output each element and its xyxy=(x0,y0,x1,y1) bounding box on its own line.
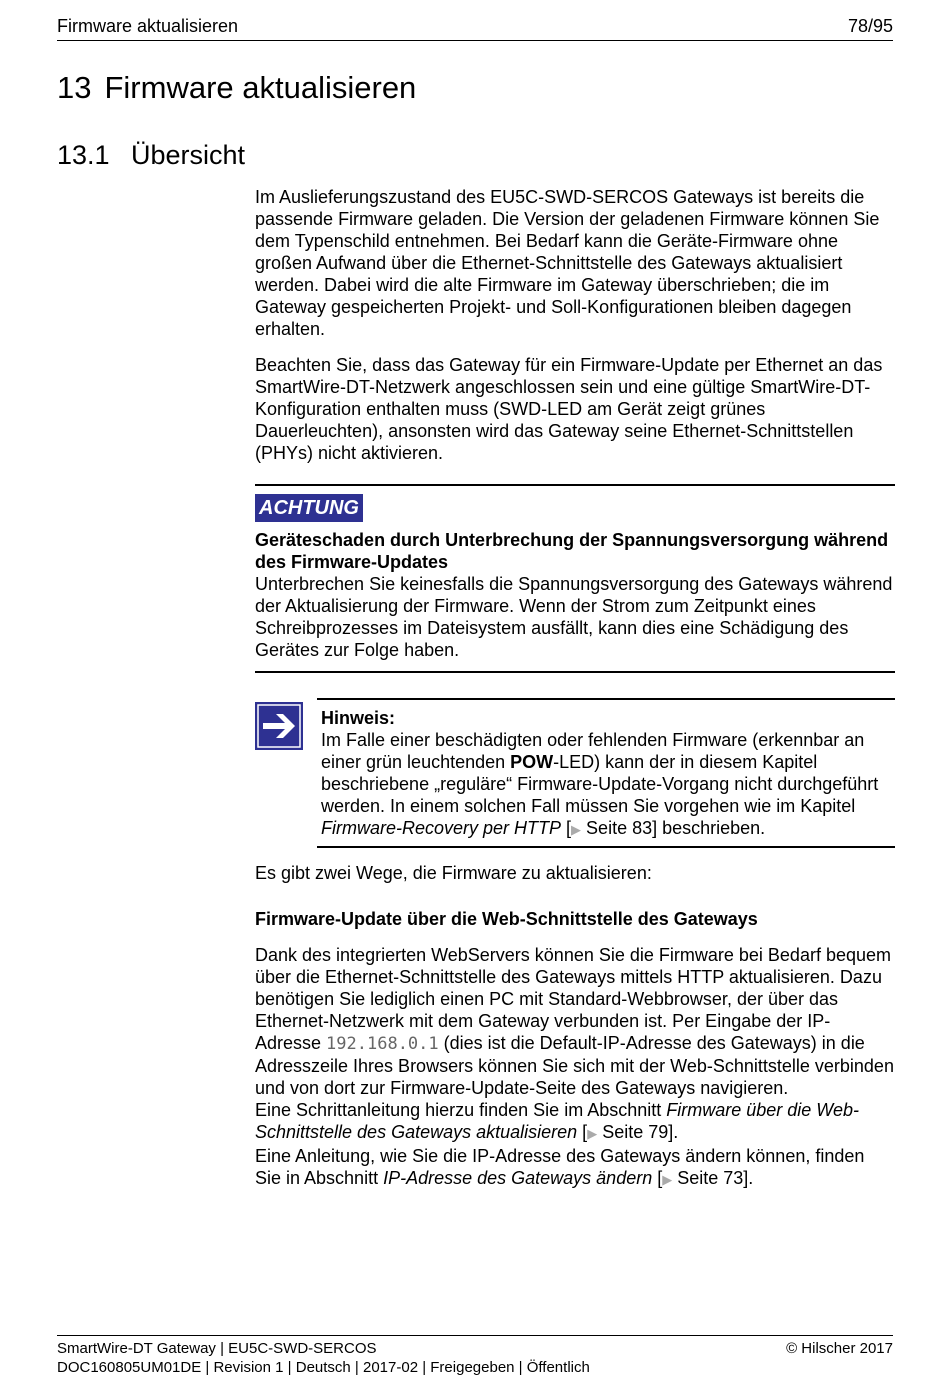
ip-address: 192.168.0.1 xyxy=(326,1034,439,1054)
note-text-part: -LED) kann der in diesem Kapitel beschriebene „reguläre“ Firmware-Update-Vorgang nicht durchgeführt werden. In einem solchen Fall müssen Sie vorgehen wie im Kapitel xyxy=(321,752,879,816)
page-ref-79[interactable]: Seite 79]. xyxy=(597,1122,679,1142)
footer-row xyxy=(57,1339,893,1358)
paragraph-intro: Im Auslieferungszustand des EU5C-SWD-SERCOS Gateways ist bereits die passende Firmware geladen. Die Version der geladenen Firmware können Sie dem Typenschild entnehmen. Bei Bedarf kann die Geräte-Firmware ohne großen Aufwand über die Ethernet-Schnittstelle des Gateways aktualisiert werden. Dabei wird die alte Firmware im Gateway überschrieben; die im Gateway gespeicherten Projekt- und Soll-Konfigurationen bleiben dagegen erhalten. xyxy=(255,187,880,339)
text-part: Eine Schrittanleitung hierzu finden Sie im Abschnitt xyxy=(255,1100,667,1120)
warning-text: Unterbrechen Sie keinesfalls die Spannungsversorgung des Gateways während der Aktualisierung der Firmware. Wenn der Strom zum Zeitpunkt eines Schreibprozesses im Dateisystem ausfällt, kann dies eine Schädigung des Gerätes zur Folge haben. xyxy=(255,574,893,660)
note-text xyxy=(321,729,895,841)
subheading-web-update: Firmware-Update über die Web-Schnittstelle des Gateways xyxy=(255,909,758,929)
paragraph-two-ways: Es gibt zwei Wege, die Firmware zu aktualisieren: xyxy=(255,863,652,883)
chapter-title: Firmware aktualisieren xyxy=(104,70,417,105)
note-text-part: Im Falle einer beschädigten oder fehlenden Firmware (erkennbar an einer grün leuchtenden xyxy=(321,730,865,772)
section-title: Übersicht xyxy=(131,140,246,170)
page-ref-73[interactable]: Seite 73]. xyxy=(672,1168,754,1188)
chapter-number: 13 xyxy=(57,70,92,105)
page-number: 78/95 xyxy=(847,16,893,36)
warning-badge: ACHTUNG xyxy=(255,494,363,522)
text-part: [ xyxy=(652,1168,663,1188)
page-ref-icon: ▶ xyxy=(587,1126,598,1141)
main-content xyxy=(255,186,895,1191)
page-ref-icon: ▶ xyxy=(571,822,582,837)
web-update-section-link[interactable]: Firmware über die Web-Schnittstelle des Gateways aktualisieren xyxy=(255,1100,859,1142)
page-header xyxy=(57,14,893,41)
pow-led-label: POW xyxy=(510,752,554,772)
footer-document-info: DOC160805UM01DE | Revision 1 | Deutsch | 2017-02 | Freigegeben | Öffentlich xyxy=(57,1359,590,1376)
page-ref-icon: ▶ xyxy=(662,1172,673,1187)
header-title: Firmware aktualisieren xyxy=(57,16,239,36)
chapter-heading xyxy=(57,68,416,108)
recovery-chapter-link[interactable]: Firmware-Recovery per HTTP xyxy=(321,818,562,838)
paragraph-web-update xyxy=(255,944,895,1191)
text-part: [ xyxy=(577,1122,588,1142)
section-number: 13.1 xyxy=(57,140,110,170)
paragraph-requirements: Beachten Sie, dass das Gateway für ein Firmware-Update per Ethernet an das SmartWire-DT-Netzwerk angeschlossen sein und eine gültige SmartWire-DT-Konfiguration enthalten muss (SWD-LED am Gerät zeigt grünes Dauerleuchten), ansonsten wird das Gateway seine Ethernet-Schnittstellen (PHYs) nicht aktivieren. xyxy=(255,355,883,463)
footer-product: SmartWire-DT Gateway | EU5C-SWD-SERCOS xyxy=(57,1340,377,1357)
note-text-part: beschrieben. xyxy=(657,818,766,838)
footer-copyright: © Hilscher 2017 xyxy=(786,1340,893,1357)
text-part: Eine Anleitung, wie Sie die IP-Adresse des Gateways ändern können, finden Sie in Abschnitt xyxy=(255,1146,865,1188)
warning-box xyxy=(255,484,895,673)
page-ref-83[interactable]: Seite 83] xyxy=(581,818,658,838)
note-box xyxy=(255,698,895,848)
arrow-right-icon xyxy=(255,702,303,750)
section-heading xyxy=(57,137,245,173)
page-footer xyxy=(57,1335,893,1377)
warning-title: Geräteschaden durch Unterbrechung der Spannungsversorgung während des Firmware-Updates xyxy=(255,530,889,572)
note-body xyxy=(317,698,895,848)
text-part: Dank des integrierten WebServers können Sie die Firmware bei Bedarf bequem über die Ethernet-Schnittstelle des Gateways mittels HTTP aktualisieren. Dazu benötigen Sie lediglich einen PC mit Standard-Webbrowser, der über das Ethernet-Netzwerk mit dem Gateway verbunden ist. Per Eingabe der IP-Adresse xyxy=(255,945,891,1053)
note-title: Hinweis: xyxy=(321,708,396,728)
ip-change-section-link[interactable]: IP-Adresse des Gateways ändern xyxy=(383,1168,653,1188)
text-part: (dies ist die Default-IP-Adresse des Gateways) in die Adresszeile Ihres Browsers können Sie sich mit der Web-Schnittstelle verbinden und von dort zur Firmware-Update-Seite des Gateways navigieren. xyxy=(255,1033,894,1098)
note-text-part: [ xyxy=(561,818,572,838)
